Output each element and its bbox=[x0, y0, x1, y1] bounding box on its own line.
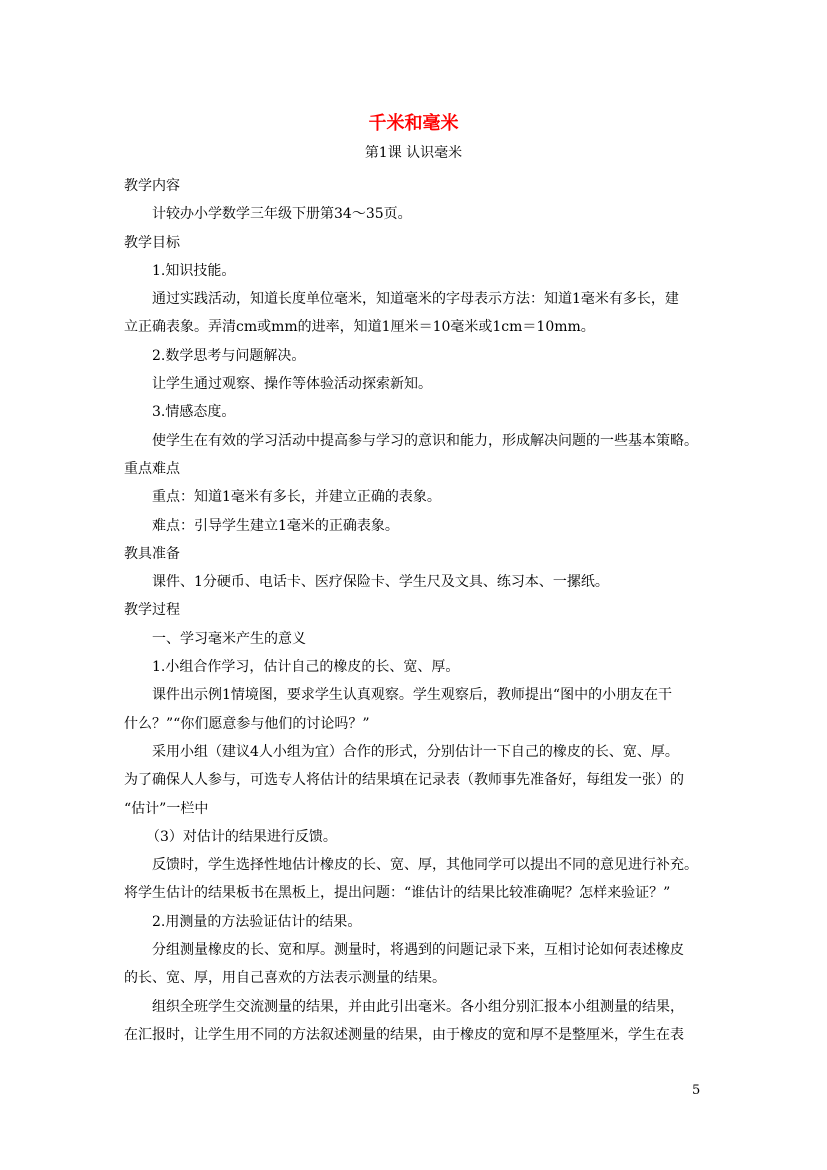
text-line: 教学内容 bbox=[124, 178, 180, 194]
text-line: 难点：引导学生建立1毫米的正确表象。 bbox=[152, 517, 399, 534]
text-line: 重点：知道1毫米有多长，并建立正确的表象。 bbox=[152, 489, 441, 506]
text-line: 一、学习毫米产生的意义 bbox=[152, 630, 306, 647]
lesson-subtitle: 第1课 认识毫米 bbox=[364, 145, 463, 161]
text-line: 3.情感态度。 bbox=[152, 404, 236, 421]
document-body bbox=[124, 172, 709, 1049]
text-line: 立正确表象。弄清cm或mm的进率，知道1厘米＝10毫米或1cm＝10mm。 bbox=[124, 319, 595, 336]
text-line: 课件出示例1情境图，要求学生认真观察。学生观察后，教师提出“图中的小朋友在干 bbox=[152, 687, 673, 704]
text-line: 采用小组（建议4人小组为宜）合作的形式，分别估计一下自己的橡皮的长、宽、厚。 bbox=[152, 743, 679, 760]
text-line: “估计”一栏中 bbox=[124, 800, 209, 817]
text-line: 教学目标 bbox=[124, 234, 180, 251]
text-line: 的长、宽、厚，用自己喜欢的方法表示测量的结果。 bbox=[124, 970, 446, 987]
document-title: 千米和毫米 bbox=[368, 113, 459, 134]
text-line: 2.数学思考与问题解决。 bbox=[152, 347, 306, 364]
text-line: 2.用测量的方法验证估计的结果。 bbox=[152, 913, 362, 930]
text-line: 为了确保人人参与，可选专人将估计的结果填在记录表（教师事先准备好，每组发一张）的 bbox=[124, 772, 684, 789]
text-line: 组织全班学生交流测量的结果，并由此引出毫米。各小组分别汇报本小组测量的结果， bbox=[152, 998, 684, 1015]
text-line: 在汇报时，让学生用不同的方法叙述测量的结果，由于橡皮的宽和厚不是整厘米，学生在表 bbox=[124, 1026, 684, 1043]
text-line: 计较办小学数学三年级下册第34～35页。 bbox=[152, 206, 412, 223]
text-line: 使学生在有效的学习活动中提高参与学习的意识和能力，形成解决问题的一些基本策略。 bbox=[152, 432, 698, 449]
text-line: 1.小组合作学习，估计自己的橡皮的长、宽、厚。 bbox=[152, 659, 460, 676]
text-line: 什么？”“你们愿意参与他们的讨论吗？” bbox=[124, 715, 370, 732]
text-line: 教具准备 bbox=[124, 545, 180, 562]
text-line: 通过实践活动，知道长度单位毫米，知道毫米的字母表示方法：知道1毫米有多长，建 bbox=[152, 291, 679, 308]
text-line: 将学生估计的结果板书在黑板上，提出问题：“谁估计的结果比较准确呢？怎样来验证？” bbox=[124, 885, 671, 902]
text-line: 分组测量橡皮的长、宽和厚。测量时，将遇到的问题记录下来，互相讨论如何表述橡皮 bbox=[152, 942, 684, 959]
text-line: 重点难点 bbox=[124, 460, 180, 477]
text-line: 教学过程 bbox=[124, 602, 180, 619]
text-line: 1.知识技能。 bbox=[152, 262, 236, 279]
text-line: （3）对估计的结果进行反馈。 bbox=[146, 828, 337, 845]
page-number: 5 bbox=[692, 1083, 701, 1098]
text-line: 让学生通过观察、操作等体验活动探索新知。 bbox=[152, 376, 432, 393]
text-line: 课件、1分硬币、电话卡、医疗保险卡、学生尺及文具、练习本、一摞纸。 bbox=[152, 574, 609, 591]
text-line: 反馈时，学生选择性地估计橡皮的长、宽、厚，其他同学可以提出不同的意见进行补充。 bbox=[152, 857, 698, 874]
